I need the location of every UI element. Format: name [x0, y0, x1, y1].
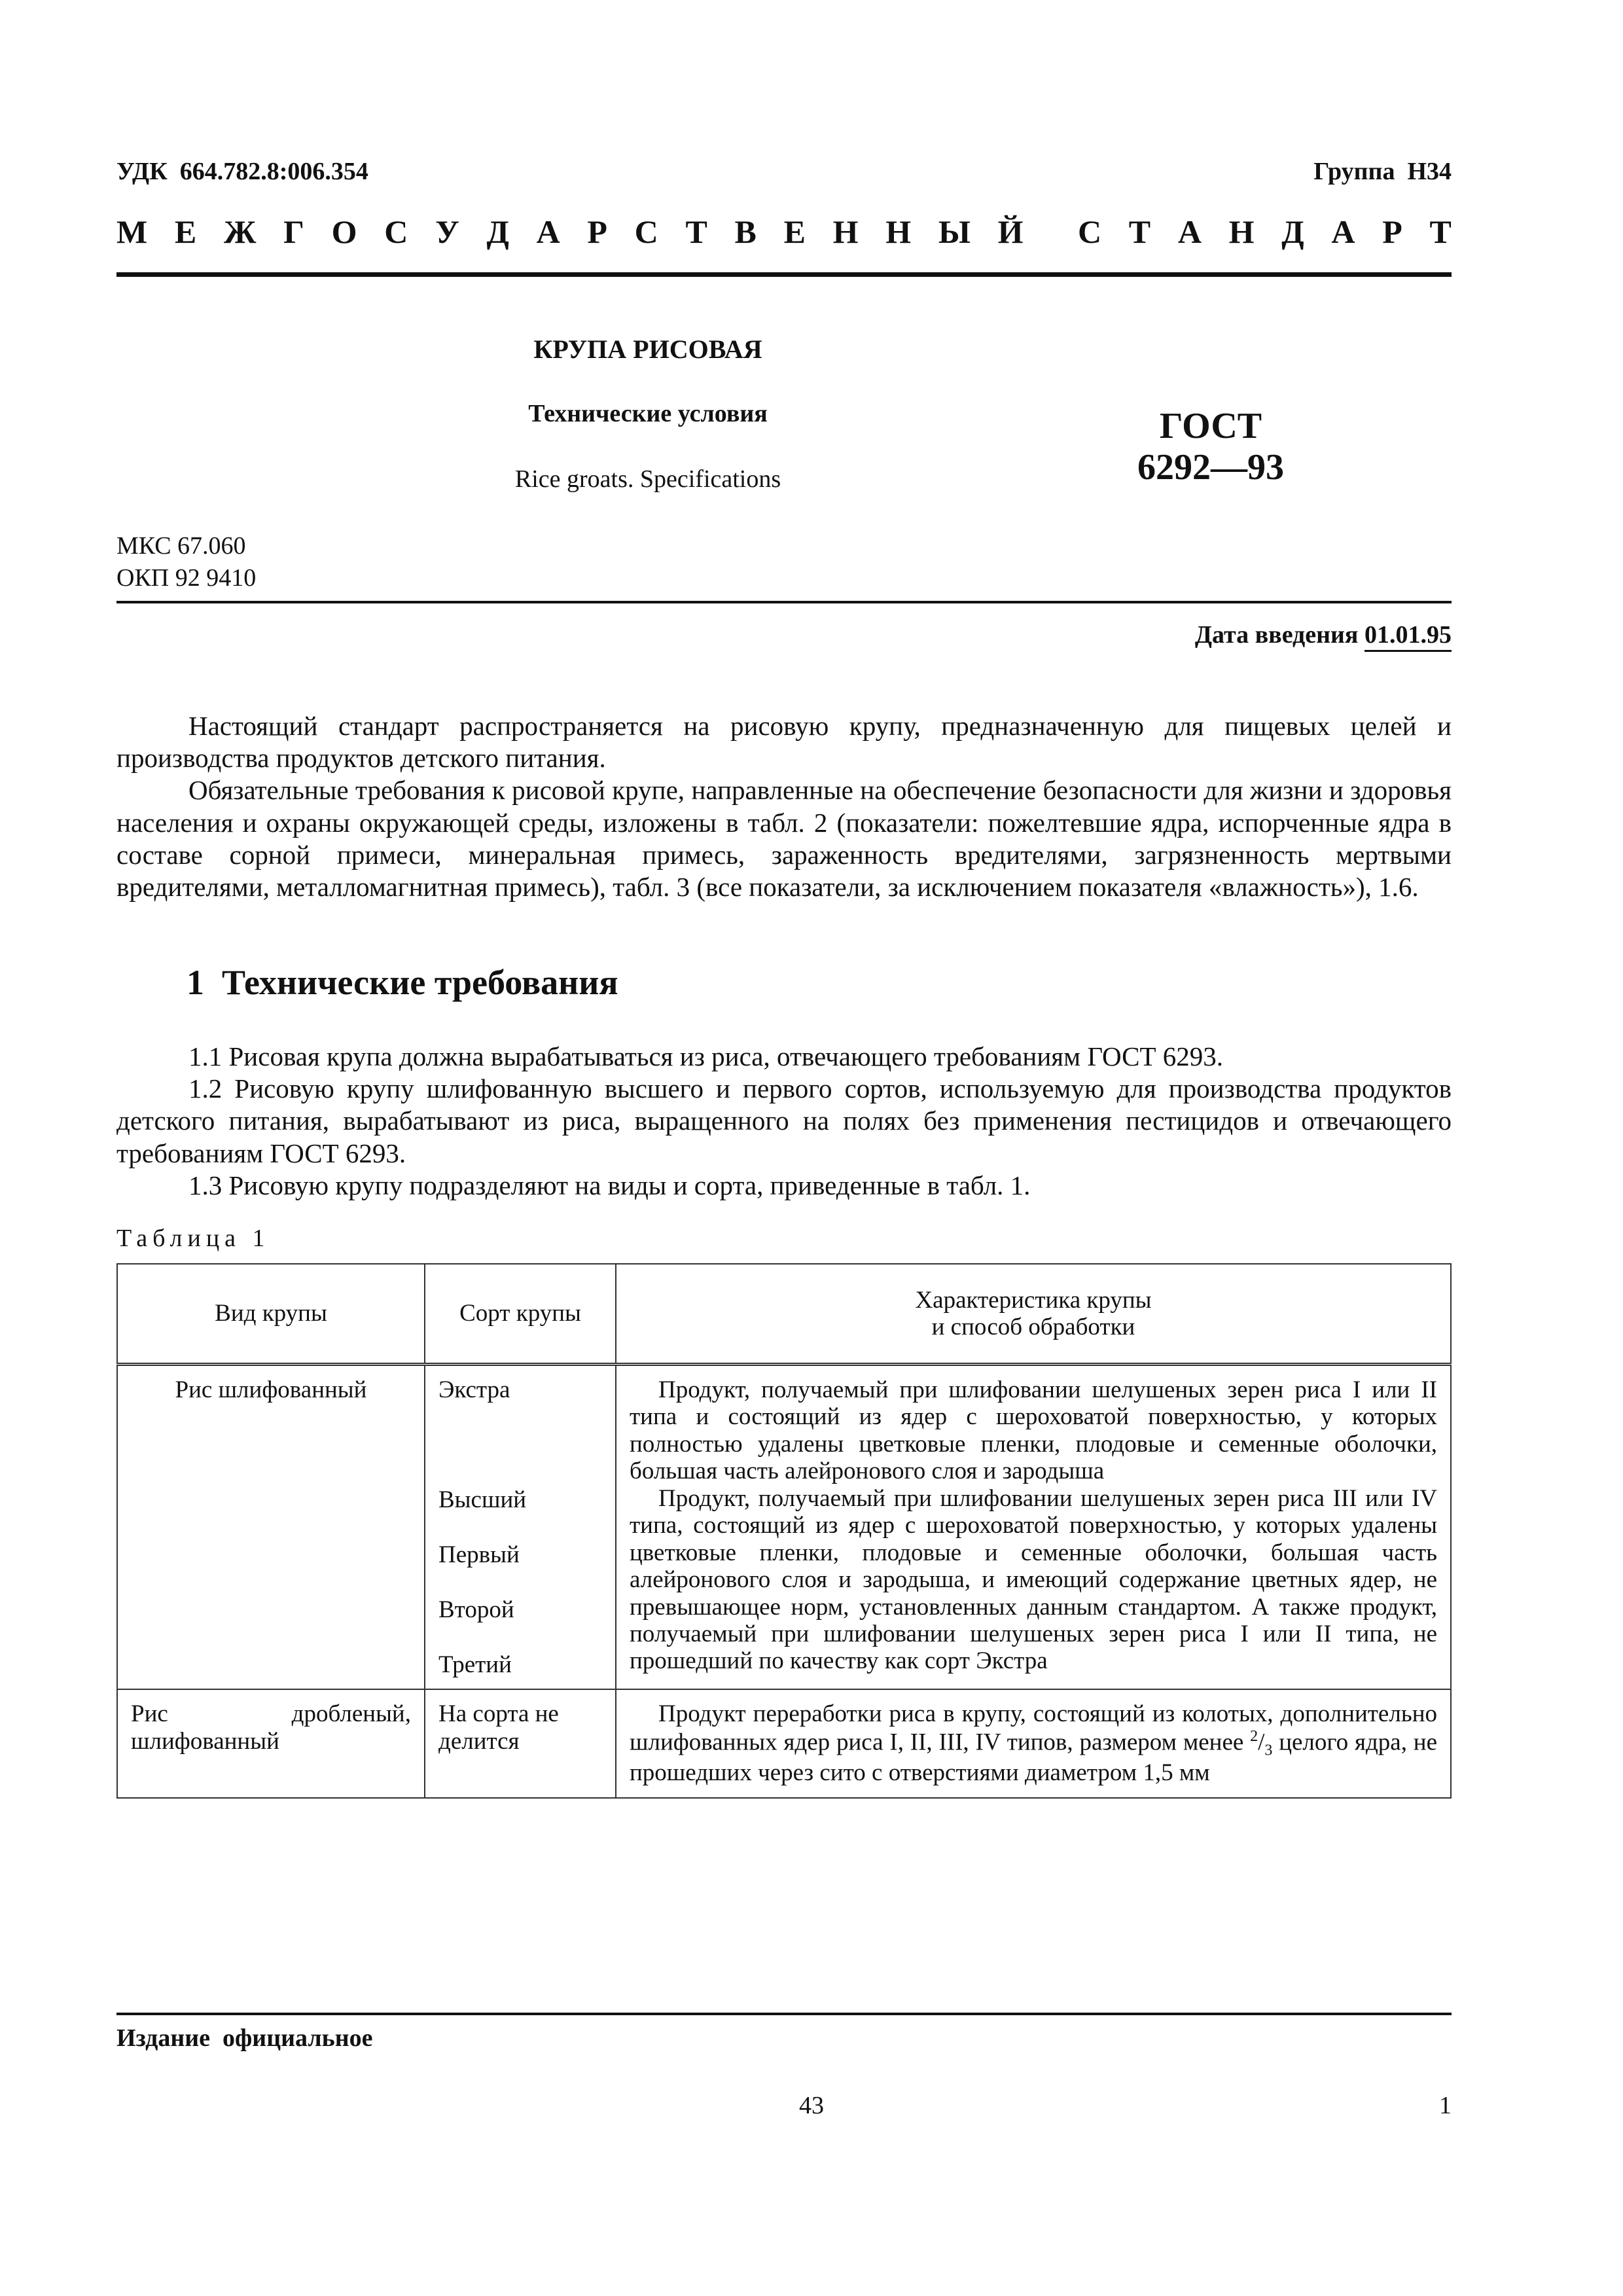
introduction-date [1195, 620, 1452, 649]
edition-label: Издание официальное [116, 2024, 373, 2052]
fraction-denominator: 3 [1264, 1742, 1273, 1759]
banner-letter: Т [685, 213, 707, 250]
document-subtitle: Технические условия [528, 400, 768, 427]
group-code: Группа Н34 [1313, 158, 1452, 185]
banner-letter: Г [283, 213, 304, 250]
characteristic-broken [630, 1700, 1437, 1786]
intro-text [116, 710, 1452, 903]
banner-letter: Н [832, 213, 859, 250]
banner-letter: М [116, 213, 148, 250]
cell-kind-polished: Рис шлифованный [117, 1365, 425, 1690]
banner-letter: С [1077, 213, 1102, 250]
table-header-row [117, 1264, 1451, 1365]
header-rule [116, 272, 1452, 277]
characteristic-broken-start: Продукт переработки риса в крупу, состоящий из колотых, дополнительно шлифованных ядер риса I, II, III, IV типов, размером менее [630, 1700, 1437, 1756]
header-kind: Вид крупы [117, 1264, 425, 1365]
intro-paragraph-scope: Настоящий стандарт распространяется на рисовую крупу, предназначенную для пищевых целей и производства продуктов детского питания. [116, 711, 1452, 774]
banner-letter: Ж [223, 213, 257, 250]
gost-number [1047, 406, 1374, 488]
header-characteristic [616, 1264, 1451, 1365]
banner-letter: Т [1429, 213, 1452, 250]
footer-rule [116, 2013, 1452, 2015]
date-value: 01.01.95 [1364, 621, 1452, 652]
section-heading: 1 Технические требования [187, 963, 618, 1002]
banner-letter: А [1331, 213, 1355, 250]
banner-letter: Р [1382, 213, 1402, 250]
okp-code: ОКП 92 9410 [116, 564, 257, 592]
grade-third: Третий [438, 1651, 512, 1678]
banner-letter: А [1177, 213, 1202, 250]
interstate-standard-banner [116, 213, 1452, 251]
page-number: 1 [1439, 2092, 1452, 2119]
clause-1-3: 1.3 Рисовую крупу подразделяют на виды и сорта, приведенные в табл. 1. [188, 1170, 1031, 1200]
banner-letter: А [536, 213, 560, 250]
cell-kind-broken: Рис дробленый, шлифованный [117, 1689, 425, 1797]
mks-code: МКС 67.060 [116, 532, 246, 560]
codes-rule [116, 601, 1452, 603]
characteristic-broken-end: целого ядра, не прошедших через сито с отверстиями диаметром 1,5 мм [630, 1729, 1437, 1787]
banner-letter: У [435, 213, 459, 250]
banner-letter: О [331, 213, 357, 250]
page-number-collection: 43 [799, 2092, 824, 2119]
cell-grade-broken: На сорта не делится [425, 1689, 616, 1797]
gost-code: 6292—93 [1137, 446, 1284, 488]
banner-letter: Т [1128, 213, 1151, 250]
table-1 [116, 1263, 1452, 1799]
banner-letter: Д [1281, 213, 1304, 250]
grade-first: Первый [438, 1541, 520, 1568]
characteristic-other-grades: Продукт, получаемый при шлифовании шелушеных зерен риса III или IV типа, состоящий из ядер с шероховатой поверхностью, у которых удалены цветковые пленки, плодовые и семенные оболочки, большая часть алейронового слоя и зародыша, и имеющий содержание цветных ядер, не превышающее норм, установленных данным стандартом. А также продукт, получаемый при шлифовании шелушеных зерен риса I или II типа, не прошедший по качеству как сорт Экстра [630, 1484, 1437, 1675]
banner-letter: Е [783, 213, 806, 250]
banner-letter: С [384, 213, 408, 250]
section-1-text [116, 1041, 1452, 1202]
table-caption: Таблица 1 [116, 1225, 270, 1252]
header-grade: Сорт крупы [425, 1264, 616, 1365]
grade-extra: Экстра [438, 1376, 510, 1403]
gost-label: ГОСТ [1159, 406, 1262, 446]
grade-highest: Высший [438, 1486, 527, 1513]
banner-letter: Д [486, 213, 509, 250]
banner-letter: Ы [938, 213, 971, 250]
cell-characteristic-polished [616, 1365, 1451, 1690]
clause-1-1: 1.1 Рисовая крупа должна вырабатываться из риса, отвечающего требованиям ГОСТ 6293. [188, 1041, 1224, 1071]
table-row [117, 1365, 1451, 1690]
cell-grades [425, 1365, 616, 1690]
banner-letter: Н [1228, 213, 1255, 250]
classification-codes [116, 530, 256, 594]
date-label: Дата введения [1194, 621, 1364, 649]
grade-second: Второй [438, 1596, 514, 1623]
udk-code: УДК 664.782.8:006.354 [116, 158, 368, 185]
header-characteristic-line2: и способ обработки [931, 1314, 1135, 1340]
characteristic-extra: Продукт, получаемый при шлифовании шелушеных зерен риса I или II типа и состоящий из ядер с шероховатой поверхностью, у которых полностью удалены цветковые пленки, плодовые и семенные оболочки, большая часть алейронового слоя и зародыша [630, 1376, 1437, 1485]
clause-1-2: 1.2 Рисовую крупу шлифованную высшего и первого сортов, используемую для производства продуктов детского питания, вырабатывают из риса, выращенного на полях без применения пестицидов и отвечающего требованиям ГОСТ 6293. [116, 1073, 1452, 1168]
banner-letter: Н [885, 213, 912, 250]
table-row [117, 1689, 1451, 1797]
banner-letter: С [634, 213, 658, 250]
banner-letter: Е [174, 213, 197, 250]
banner-letter: Й [997, 213, 1024, 250]
cell-characteristic-broken [616, 1689, 1451, 1797]
banner-letter: В [734, 213, 757, 250]
document-title-english: Rice groats. Specifications [514, 465, 781, 493]
intro-paragraph-mandatory: Обязательные требования к рисовой крупе, направленные на обеспечение безопасности для жизни и здоровья населения и охраны окружающей среды, изложены в табл. 2 (показатели: пожелтевшие ядра, испорченные ядра в составе сорной примеси, минеральная примесь, зараженность вредителями, загрязненность мертвыми вредителями, металломагнитная примесь), табл. 3 (все показатели, за исключением показателя «влажность»), 1.6. [116, 775, 1452, 902]
header-characteristic-line1: Характеристика крупы [915, 1286, 1152, 1314]
fraction-numerator: 2 [1250, 1727, 1258, 1745]
fraction-slash: / [1258, 1729, 1265, 1756]
banner-letter: Р [587, 213, 607, 250]
document-title: КРУПА РИСОВАЯ [533, 334, 762, 364]
